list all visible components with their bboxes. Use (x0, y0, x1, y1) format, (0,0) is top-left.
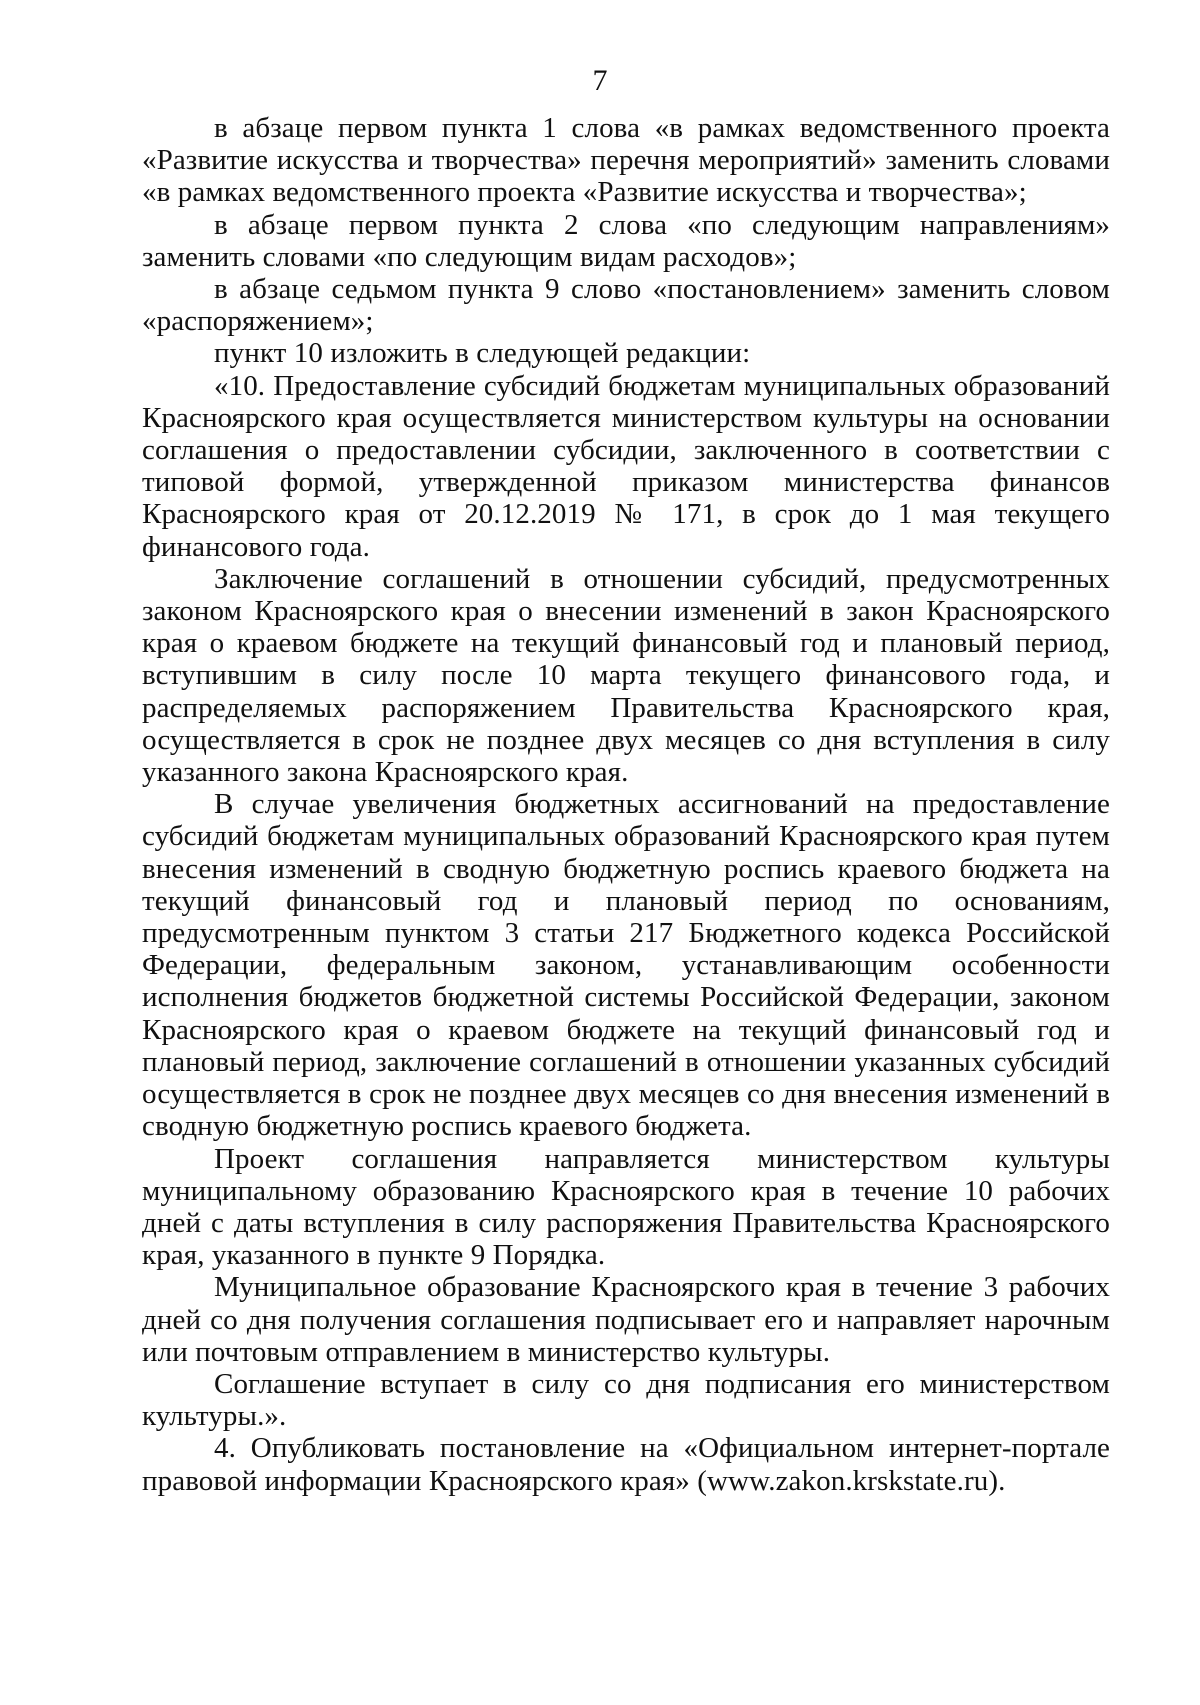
page-number: 7 (592, 64, 608, 97)
paragraph-9: Муниципальное образование Красноярского края в течение 3 рабочих дней со дня получения соглашения подписывает его и направляет нарочным или почтовым отправлением в министерство культуры. (142, 1271, 1110, 1368)
paragraph-11: 4. Опубликовать постановление на «Официальном интернет-портале правовой информации Красноярского края» (www.zakon.krskstate.ru). (142, 1432, 1110, 1497)
paragraph-5: «10. Предоставление субсидий бюджетам муниципальных образований Красноярского края осуществляется министерством культуры на основании соглашения о предоставлении субсидии, заключенного в соответствии с типовой формой, утвержденной приказом министерства финансов Красноярского края от 20.12.2019 № 171, в срок до 1 мая текущего финансового года. (142, 369, 1110, 563)
paragraph-3: в абзаце седьмом пункта 9 слово «постановлением» заменить словом «распоряжением»; (142, 273, 1110, 338)
paragraph-2: в абзаце первом пункта 2 слова «по следующим направлениям» заменить словами «по следующим видам расходов»; (142, 208, 1110, 273)
paragraph-4: пункт 10 изложить в следующей редакции: (214, 337, 751, 370)
document-body (142, 112, 1110, 1497)
paragraph-8: Проект соглашения направляется министерством культуры муниципальному образованию Красноярского края в течение 10 рабочих дней с даты вступления в силу распоряжения Правительства Красноярского края, указанного в пункте 9 Порядка. (142, 1142, 1110, 1272)
paragraph-6: Заключение соглашений в отношении субсидий, предусмотренных законом Красноярского края о внесении изменений в закон Красноярского края о краевом бюджете на текущий финансовый год и плановый период, вступившим в силу после 10 марта текущего финансового года, и распределяемых распоряжением Правительства Красноярского края, осуществляется в срок не позднее двух месяцев со дня вступления в силу указанного закона Красноярского края. (142, 562, 1110, 789)
paragraph-10: Соглашение вступает в силу со дня подписания его министерством культуры.». (142, 1367, 1110, 1433)
paragraph-1: в абзаце первом пункта 1 слова «в рамках ведомственного проекта «Развитие искусства и творчества» перечня мероприятий» заменить словами «в рамках ведомственного проекта «Развитие искусства и творчества»; (142, 112, 1110, 209)
paragraph-7: В случае увеличения бюджетных ассигнований на предоставление субсидий бюджетам муниципальных образований Красноярского края путем внесения изменений в сводную бюджетную роспись краевого бюджета на текущий финансовый год и плановый период по основаниям, предусмотренным пунктом 3 статьи 217 Бюджетного кодекса Российской Федерации, федеральным законом, устанавливающим особенности исполнения бюджетов бюджетной системы Российской Федерации, законом Красноярского края о краевом бюджете на текущий финансовый год и плановый период, заключение соглашений в отношении указанных субсидий осуществляется в срок не позднее двух месяцев со дня внесения изменений в сводную бюджетную роспись краевого бюджета. (142, 788, 1110, 1143)
